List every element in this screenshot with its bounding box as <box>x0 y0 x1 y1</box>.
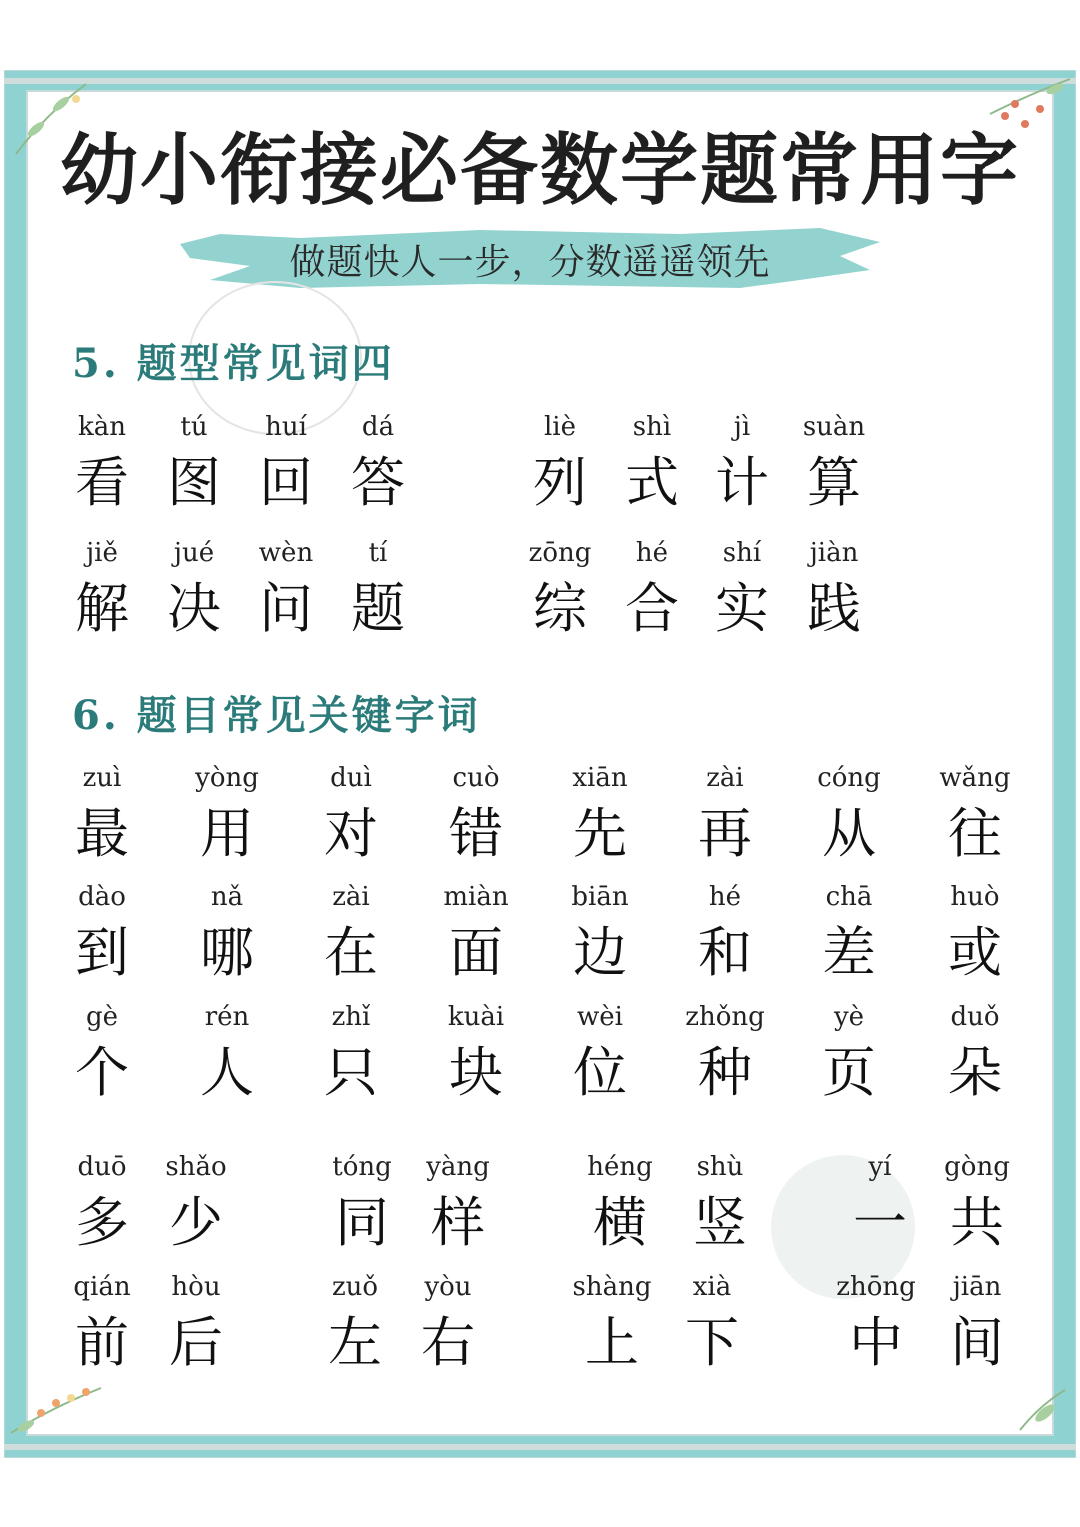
pinyin-label: zhōng <box>836 1272 916 1302</box>
pinyin-label: cuò <box>452 763 500 793</box>
hanzi-character: 页 <box>822 1041 876 1104</box>
pinyin-label: jiān <box>952 1272 1002 1302</box>
pinyin-label: duǒ <box>950 1002 1000 1032</box>
pinyin-label: liè <box>543 412 577 442</box>
hanzi-character: 往 <box>948 802 1002 865</box>
subtitle: 做题快人一步，分数遥遥领先 <box>289 242 771 283</box>
pinyin-label: wèn <box>258 538 314 568</box>
hanzi-character: 最 <box>75 802 129 865</box>
hanzi-character: 题 <box>351 577 405 640</box>
pinyin-label: zhǐ <box>331 1002 371 1032</box>
hanzi-character: 式 <box>625 451 679 514</box>
pinyin-label: zuǒ <box>331 1272 379 1302</box>
pinyin-label: wǎng <box>939 763 1011 793</box>
pinyin-label: hé <box>635 538 669 568</box>
hanzi-character: 块 <box>449 1041 503 1104</box>
hanzi-character: 用 <box>200 802 254 865</box>
hanzi-character: 回 <box>259 451 313 514</box>
hanzi-character: 边 <box>573 921 627 984</box>
pinyin-label: duì <box>330 763 372 793</box>
section-heading-5: 5. 题型常见词四 <box>72 340 395 387</box>
pinyin-label: xià <box>692 1272 732 1302</box>
pinyin-label: suàn <box>802 412 866 442</box>
pinyin-label: biān <box>571 882 629 912</box>
hanzi-character: 算 <box>807 451 861 514</box>
pinyin-label: jiě <box>86 538 118 568</box>
hanzi-character: 从 <box>822 802 876 865</box>
pinyin-label: dá <box>361 412 395 442</box>
pinyin-label: shí <box>722 538 762 568</box>
hanzi-character: 错 <box>449 802 503 865</box>
hanzi-character: 位 <box>573 1041 627 1104</box>
hanzi-character: 决 <box>167 577 221 640</box>
hanzi-character: 只 <box>324 1041 378 1104</box>
hanzi-character: 对 <box>324 802 378 865</box>
hanzi-character: 后 <box>169 1311 223 1374</box>
pinyin-label: kuài <box>447 1002 505 1032</box>
pinyin-label: nǎ <box>210 882 244 912</box>
hanzi-character: 个 <box>75 1041 129 1104</box>
pinyin-label: kàn <box>77 412 126 442</box>
pinyin-label: hòu <box>171 1272 221 1302</box>
pinyin-label: héng <box>587 1152 653 1182</box>
hanzi-character: 再 <box>698 802 752 865</box>
hanzi-character: 列 <box>533 451 587 514</box>
flower-branch-icon-bottom-left <box>6 1378 106 1438</box>
leaf-icon-bottom-right <box>1010 1385 1070 1435</box>
hanzi-character: 前 <box>75 1311 129 1374</box>
hanzi-character: 少 <box>169 1191 223 1254</box>
hanzi-character: 合 <box>625 577 679 640</box>
hanzi-character: 哪 <box>200 921 254 984</box>
hanzi-character: 竖 <box>693 1191 747 1254</box>
pinyin-label: hé <box>708 882 742 912</box>
hanzi-character: 到 <box>75 921 129 984</box>
pinyin-label: jì <box>733 412 751 442</box>
hanzi-character: 面 <box>449 921 503 984</box>
hanzi-character: 解 <box>75 577 129 640</box>
pinyin-label: dào <box>78 882 126 912</box>
pinyin-label: duō <box>77 1152 127 1182</box>
pinyin-label: zōng <box>528 538 592 568</box>
hanzi-character: 间 <box>950 1311 1004 1374</box>
pinyin-label: huí <box>265 412 307 442</box>
section-heading-6: 6. 题目常见关键字词 <box>72 692 481 739</box>
pinyin-label: jiàn <box>809 538 859 568</box>
hanzi-character: 或 <box>948 921 1002 984</box>
pinyin-label: yòu <box>424 1272 472 1302</box>
pinyin-label: gòng <box>944 1152 1010 1182</box>
pinyin-label: tí <box>368 538 388 568</box>
hanzi-character: 综 <box>533 577 587 640</box>
pinyin-label: yòng <box>195 763 259 793</box>
hanzi-character: 同 <box>335 1191 389 1254</box>
hanzi-character: 答 <box>351 451 405 514</box>
hanzi-character: 图 <box>167 451 221 514</box>
page-title: 幼小衔接必备数学题常用字 <box>59 126 1020 216</box>
pinyin-label: yí <box>868 1152 892 1182</box>
hanzi-character: 右 <box>421 1311 475 1374</box>
hanzi-character: 在 <box>324 921 378 984</box>
pinyin-label: jué <box>173 538 215 568</box>
frame-stripe-top <box>4 78 1076 84</box>
hanzi-character: 上 <box>585 1311 639 1374</box>
pinyin-label: shǎo <box>165 1152 227 1182</box>
hanzi-character: 实 <box>715 577 769 640</box>
pinyin-label: yè <box>833 1002 865 1032</box>
hanzi-character: 样 <box>431 1191 485 1254</box>
hanzi-character: 看 <box>75 451 129 514</box>
hanzi-character: 计 <box>715 451 769 514</box>
pinyin-label: miàn <box>443 882 509 912</box>
pinyin-label: qián <box>73 1272 131 1302</box>
hanzi-character: 朵 <box>948 1041 1002 1104</box>
hanzi-character: 差 <box>822 921 876 984</box>
hanzi-character: 问 <box>259 577 313 640</box>
hanzi-character: 一 <box>853 1191 907 1254</box>
pinyin-label: zhǒng <box>685 1002 765 1032</box>
pinyin-label: shù <box>696 1152 744 1182</box>
pinyin-label: wèi <box>577 1002 623 1032</box>
hanzi-character: 下 <box>685 1311 739 1374</box>
pinyin-label: zuì <box>82 763 122 793</box>
pinyin-label: tú <box>180 412 208 442</box>
hanzi-character: 多 <box>75 1191 129 1254</box>
pinyin-label: zài <box>332 882 370 912</box>
pinyin-label: shàng <box>572 1272 652 1302</box>
pinyin-label: cóng <box>817 763 881 793</box>
pinyin-label: zài <box>706 763 744 793</box>
pinyin-label: huò <box>950 882 1000 912</box>
pinyin-label: shì <box>632 412 672 442</box>
pinyin-label: gè <box>85 1002 119 1032</box>
pinyin-label: xiān <box>572 763 628 793</box>
pinyin-label: chā <box>825 882 873 912</box>
hanzi-character: 先 <box>573 802 627 865</box>
hanzi-character: 中 <box>849 1311 903 1374</box>
pinyin-label: rén <box>204 1002 250 1032</box>
hanzi-character: 人 <box>200 1041 254 1104</box>
hanzi-character: 践 <box>807 577 861 640</box>
pinyin-label: tóng <box>332 1152 392 1182</box>
hanzi-character: 左 <box>328 1311 382 1374</box>
pinyin-label: yàng <box>426 1152 490 1182</box>
hanzi-character: 和 <box>698 921 752 984</box>
hanzi-character: 横 <box>593 1191 647 1254</box>
hanzi-character: 种 <box>698 1041 752 1104</box>
hanzi-character: 共 <box>950 1191 1004 1254</box>
frame-stripe-bottom <box>4 1444 1076 1450</box>
